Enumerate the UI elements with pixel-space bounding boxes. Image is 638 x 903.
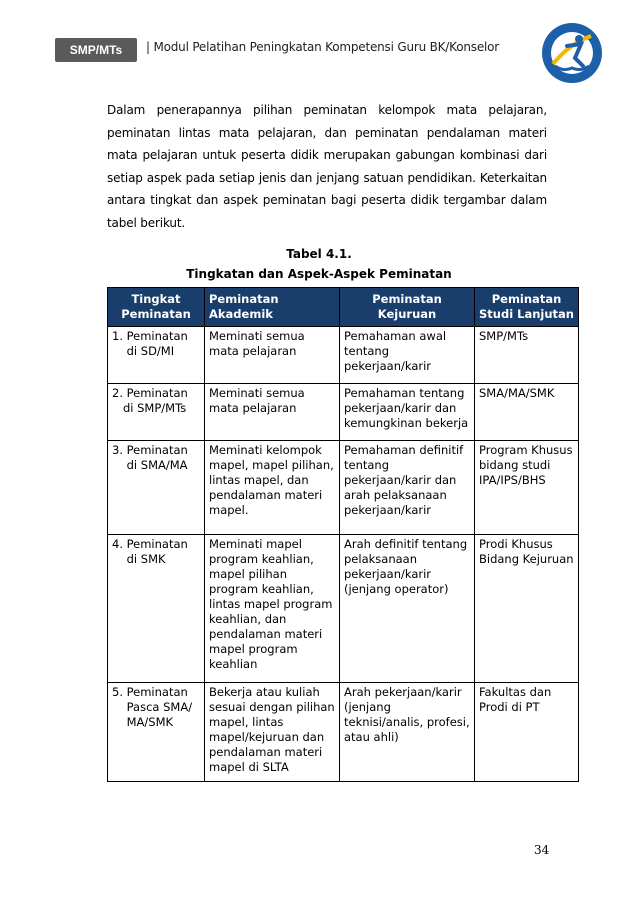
header-akademik: Peminatan Akademik [205, 288, 340, 327]
peminatan-table [107, 287, 579, 782]
table-title: Tingkatan dan Aspek-Aspek Peminatan [186, 267, 452, 281]
header-studi-lanjutan: Peminatan Studi Lanjutan [475, 288, 579, 327]
page-number: 34 [534, 843, 550, 857]
cell-tingkat: 2. Peminatan di SMP/MTs [108, 384, 205, 441]
cell-akademik: Meminati mapel program keahlian, mapel pilihan program keahlian, lintas mapel program keahlian, dan pendalaman materi mapel program keahlian [205, 535, 340, 683]
table-caption: Tabel 4.1. [286, 247, 352, 261]
cell-studi-lanjutan: Fakultas dan Prodi di PT [475, 683, 579, 782]
cell-akademik: Bekerja atau kuliah sesuai dengan pilihan mapel, lintas mapel/kejuruan dan pendalaman materi mapel di SLTA [205, 683, 340, 782]
table-row [108, 327, 579, 384]
body-paragraph: Dalam penerapannya pilihan peminatan kelompok mata pelajaran, peminatan lintas mata pelajaran, dan peminatan pendalaman materi mata pelajaran untuk peserta didik merupakan gabungan kombinasi dari setiap aspek pada setiap jenis dan jenjang satuan pendidikan. Keterkaitan antara tingkat dan aspek peminatan bagi peserta didik tergambar dalam tabel berikut. [107, 103, 547, 230]
cell-kejuruan: Arah definitif tentang pelaksanaan pekerjaan/karir (jenjang operator) [340, 535, 475, 683]
cell-studi-lanjutan: Program Khusus bidang studi IPA/IPS/BHS [475, 441, 579, 535]
table-row [108, 384, 579, 441]
table-row [108, 683, 579, 782]
cell-tingkat: 1. Peminatan di SD/MI [108, 327, 205, 384]
cell-kejuruan: Arah pekerjaan/karir (jenjang teknisi/analis, profesi, atau ahli) [340, 683, 475, 782]
cell-akademik: Meminati kelompok mapel, mapel pilihan, lintas mapel, dan pendalaman materi mapel. [205, 441, 340, 535]
cell-studi-lanjutan: SMA/MA/SMK [475, 384, 579, 441]
cell-tingkat: 3. Peminatan di SMA/MA [108, 441, 205, 535]
header-tingkat: Tingkat Peminatan [108, 288, 205, 327]
cell-tingkat: 4. Peminatan di SMK [108, 535, 205, 683]
logo-figure-head [575, 35, 583, 43]
cell-kejuruan: Pemahaman tentang pekerjaan/karir dan kemungkinan bekerja [340, 384, 475, 441]
table-row [108, 441, 579, 535]
cell-akademik: Meminati semua mata pelajaran [205, 384, 340, 441]
cell-kejuruan: Pemahaman awal tentang pekerjaan/karir [340, 327, 475, 384]
table-row [108, 535, 579, 683]
header-kejuruan: Peminatan Kejuruan [340, 288, 475, 327]
cell-kejuruan: Pemahaman definitif tentang pekerjaan/karir dan arah pelaksanaan pekerjaan/karir [340, 441, 475, 535]
table-header-row [108, 288, 579, 327]
cell-studi-lanjutan: Prodi Khusus Bidang Kejuruan [475, 535, 579, 683]
kurikulum-logo [533, 14, 611, 92]
header-title: | Modul Pelatihan Peningkatan Kompetensi Guru BK/Konselor [146, 40, 500, 54]
cell-tingkat: 5. Peminatan Pasca SMA/ MA/SMK [108, 683, 205, 782]
header-badge: SMP/MTs [55, 38, 137, 62]
cell-akademik: Meminati semua mata pelajaran [205, 327, 340, 384]
cell-studi-lanjutan: SMP/MTs [475, 327, 579, 384]
